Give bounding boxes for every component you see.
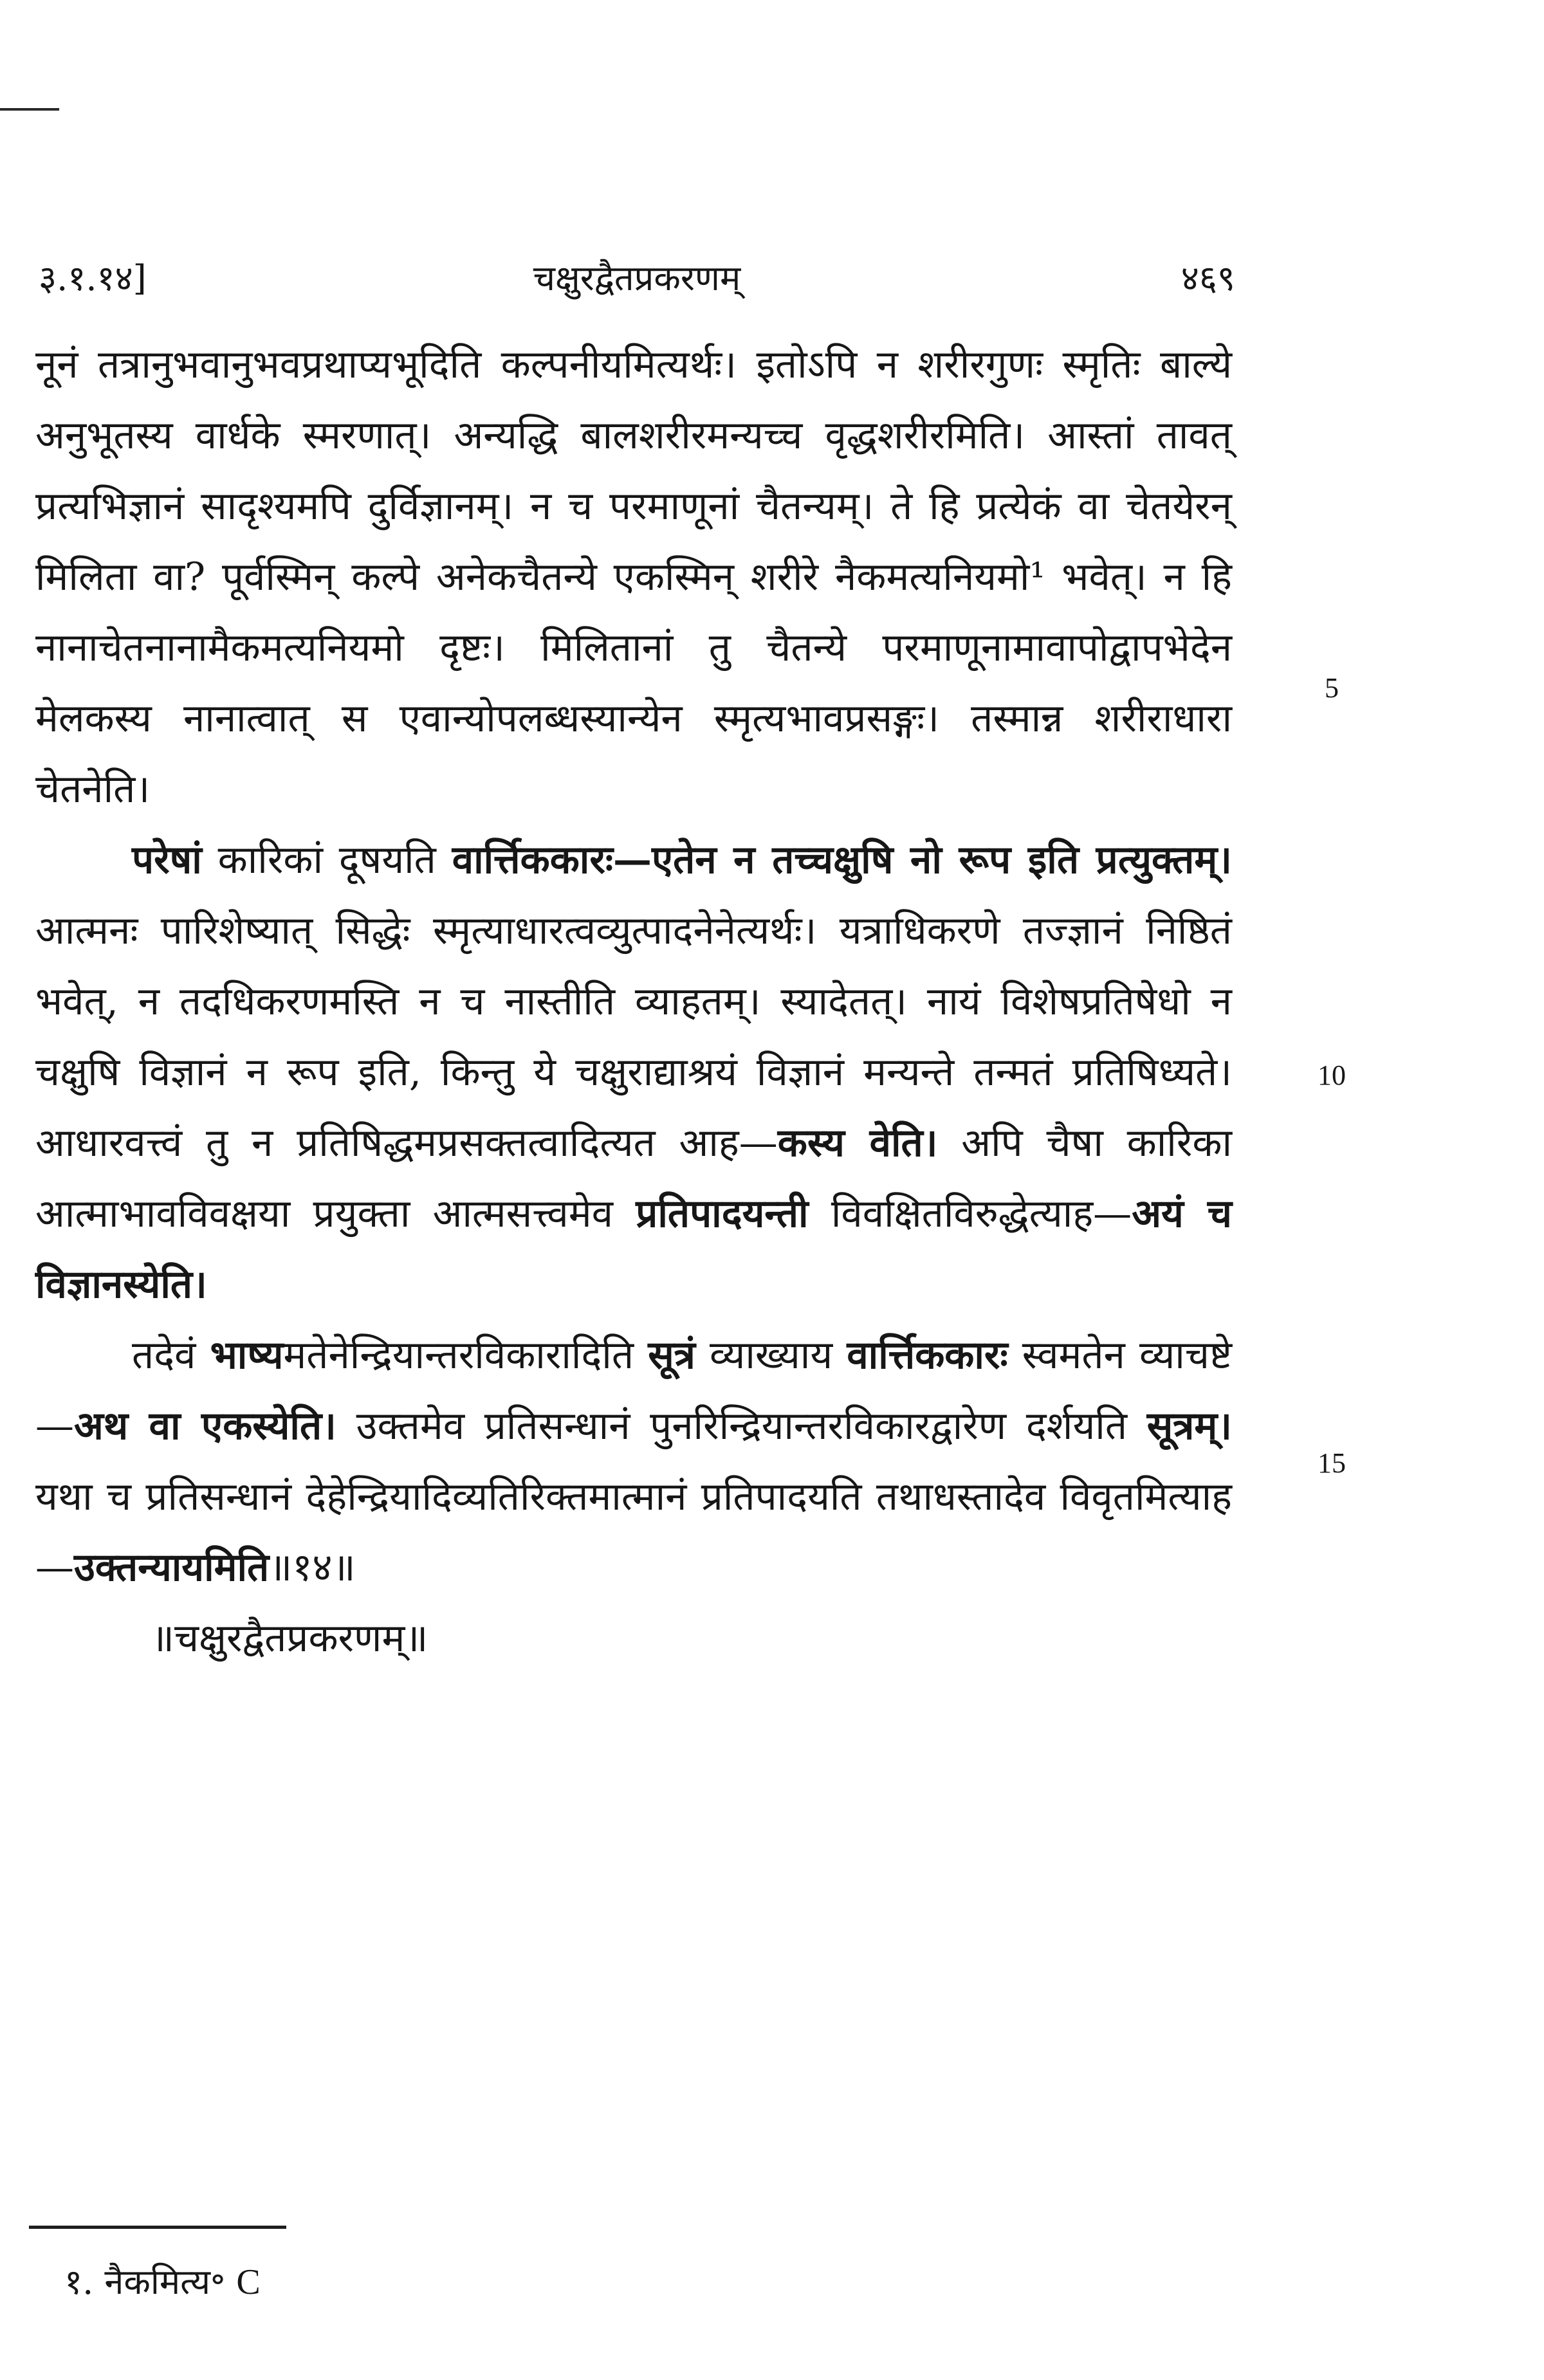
bold-term: उक्तन्यायमिति bbox=[74, 1545, 270, 1590]
text-run: व्याख्याय bbox=[695, 1333, 847, 1378]
footnote-rule bbox=[29, 2226, 286, 2229]
bold-term: सूत्रम्। bbox=[1146, 1404, 1232, 1449]
text-run: कारिकां दूषयति bbox=[201, 838, 452, 883]
bold-term: वार्त्तिककारः bbox=[847, 1333, 1008, 1378]
chapter-end-title: ॥चक्षुरद्वैतप्रकरणम्॥ bbox=[151, 1616, 428, 1661]
text-run: आत्मनः पारिशेष्यात् सिद्धेः स्मृत्याधारत्वव्युत्पादनेनेत्यर्थः। यत्राधिकरणे तज्ज्ञानं निष्ठितं भवेत्, न तदधिकरणमस्ति न च नास्तीति व्याहतम्। स्यादेतत्। नायं विशेषप्रतिषेधो न चक्षुषि विज्ञानं न रूप इति, किन्तु ये चक्षुराद्याश्रयं विज्ञानं मन्यन्ते तन्मतं प्रतिषिध्यते। आधारवत्त्वं तु न प्रतिषिद्धमप्रसक्तत्वादित्यत आह— bbox=[35, 908, 1232, 1166]
footnote-sigla: C bbox=[236, 2262, 261, 2302]
footnote-number: १. bbox=[64, 2262, 94, 2302]
paragraph-3 bbox=[35, 1320, 1232, 1603]
main-text bbox=[35, 329, 1232, 1674]
line-number-15: 15 bbox=[1318, 1447, 1346, 1479]
paragraph-1: नूनं तत्रानुभवानुभवप्रथाप्यभूदिति कल्पनीयमित्यर्थः। इतोऽपि न शरीरगुणः स्मृतिः बाल्ये अनुभूतस्य वार्धके स्मरणात्। अन्यद्धि बालशरीरमन्यच्च वृद्धशरीरमिति। आस्तां तावत् प्रत्यभिज्ञानं सादृश्यमपि दुर्विज्ञानम्। न च परमाणूनां चैतन्यम्। ते हि प्रत्येकं वा चेतयेरन् मिलिता वा? पूर्वस्मिन् कल्पे अनेकचैतन्ये एकस्मिन् शरीरे नैकमत्यनियमो¹ भवेत्। न हि नानाचेतनानामैकमत्यनियमो दृष्टः। मिलितानां तु चैतन्ये परमाणूनामावापोद्वापभेदेन मेलकस्य नानात्वात् स एवान्योपलब्धस्यान्येन स्मृत्यभावप्रसङ्गः। तस्मान्न शरीराधारा चेतनेति। bbox=[35, 342, 1232, 812]
text-run: अपि चैषा कारिका आत्माभावविवक्षया प्रयुक्ता आत्मसत्त्वमेव bbox=[35, 1121, 1232, 1236]
bold-term: अथ वा एकस्येति। bbox=[74, 1404, 336, 1449]
footnote bbox=[64, 2256, 261, 2308]
running-header bbox=[39, 250, 1235, 307]
text-run: ॥१४॥ bbox=[269, 1545, 356, 1590]
text-run: यथा च प्रतिसन्धानं देहेन्द्रियादिव्यतिरिक्तमात्मानं प्रतिपादयति तथाधस्तादेव विवृतमित्याह— bbox=[35, 1474, 1232, 1590]
line-number-10: 10 bbox=[1318, 1059, 1346, 1091]
text-run: विवक्षितविरुद्धेत्याह— bbox=[808, 1191, 1132, 1236]
paragraph-2 bbox=[35, 825, 1232, 1320]
line-number-5: 5 bbox=[1325, 672, 1339, 704]
text-run: स्वमतेन व्याचष्टे— bbox=[35, 1333, 1232, 1449]
scan-edge-mark bbox=[0, 108, 59, 111]
bold-term: भाष्य bbox=[210, 1333, 284, 1378]
bold-term: अयं च विज्ञानस्येति। bbox=[35, 1191, 1232, 1307]
bold-term: कस्य वेति। bbox=[777, 1121, 938, 1166]
text-run: मतेनेन्द्रियान्तरविकारादिति bbox=[283, 1333, 648, 1378]
bold-term: प्रतिपादयन्ती bbox=[636, 1191, 809, 1236]
running-title: चक्षुरद्वैतप्रकरणम् bbox=[533, 258, 741, 298]
footnote-text: नैकमित्य॰ bbox=[104, 2262, 226, 2302]
bold-term: वार्त्तिककारः—एतेन न तच्चक्षुषि नो रूप इति प्रत्युक्तम्। bbox=[452, 838, 1232, 883]
bold-term: सूत्रं bbox=[648, 1333, 695, 1378]
bold-term: परेषां bbox=[132, 838, 202, 883]
section-number: ३.१.१४] bbox=[39, 258, 147, 298]
text-run: उक्तमेव प्रतिसन्धानं पुनरिन्द्रियान्तरविकारद्वारेण दर्शयति bbox=[336, 1404, 1147, 1449]
page-number: ४६९ bbox=[1181, 258, 1235, 298]
text-run: तदेवं bbox=[132, 1333, 210, 1378]
